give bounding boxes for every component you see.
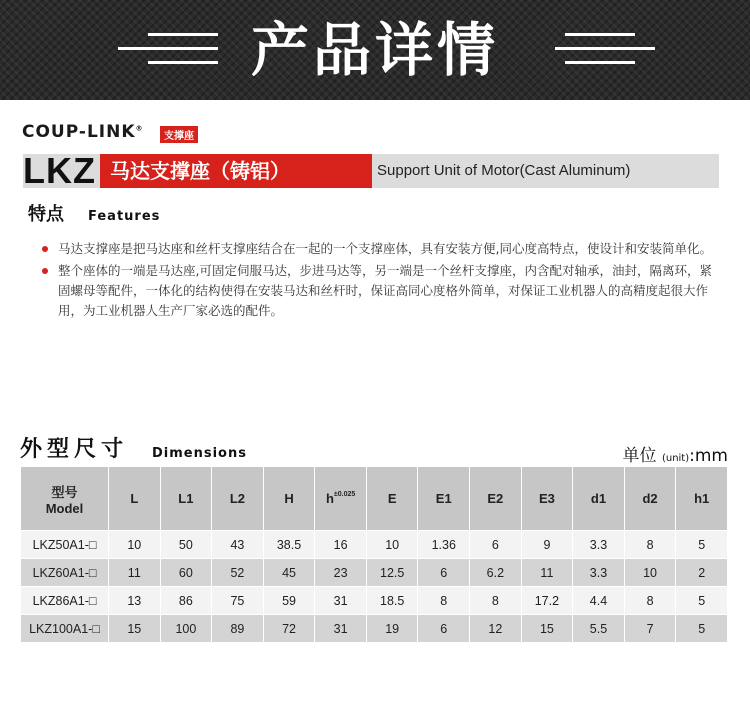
col-header-d2: d2: [624, 467, 676, 531]
table-cell: 12.5: [366, 559, 418, 587]
table-cell: 75: [212, 587, 264, 615]
model-cell: LKZ60A1-□: [21, 559, 109, 587]
table-cell: 52: [212, 559, 264, 587]
col-header-L1: L1: [160, 467, 212, 531]
feature-item: 整个座体的一端是马达座,可固定伺服马达，步进马达等，另一端是一个丝杆支撑座，内含配对轴承，油封，隔离环，紧固螺母等配件，一体化的结构使得在安装马达和丝杆时，保证高同心度格外简单，对保证工业机器人的高精度起很大作用，为工业机器人生产厂家必选的配件。: [40, 261, 720, 321]
table-cell: 23: [315, 559, 367, 587]
model-cell: LKZ86A1-□: [21, 587, 109, 615]
table-cell: 16: [315, 531, 367, 559]
table-cell: 15: [521, 615, 573, 643]
table-header-row: [21, 467, 728, 531]
brand-logo: COUP-LINK®: [22, 122, 144, 142]
model-cell: LKZ100A1-□: [21, 615, 109, 643]
product-title-cn: 马达支撑座（铸铝）: [100, 154, 372, 188]
col-header-E3: E3: [521, 467, 573, 531]
table-cell: 11: [521, 559, 573, 587]
banner-title: 产品详情: [250, 16, 499, 84]
table-cell: 72: [263, 615, 315, 643]
table-cell: 10: [109, 531, 161, 559]
table-cell: 6: [418, 559, 470, 587]
brand-category-tag: 支撑座: [160, 126, 198, 143]
table-cell: 89: [212, 615, 264, 643]
table-cell: 3.3: [573, 531, 625, 559]
table-cell: 38.5: [263, 531, 315, 559]
header-banner: [0, 0, 750, 100]
col-header-E1: E1: [418, 467, 470, 531]
table-cell: 8: [624, 531, 676, 559]
table-cell: 6.2: [470, 559, 522, 587]
table-cell: 31: [315, 615, 367, 643]
table-cell: 3.3: [573, 559, 625, 587]
table-cell: 5.5: [573, 615, 625, 643]
table-row: [21, 531, 728, 559]
col-header-d1: d1: [573, 467, 625, 531]
table-cell: 8: [470, 587, 522, 615]
table-cell: 7: [624, 615, 676, 643]
col-header-E2: E2: [470, 467, 522, 531]
table-cell: 8: [624, 587, 676, 615]
table-cell: 17.2: [521, 587, 573, 615]
product-code: LKZ: [23, 150, 96, 191]
table-cell: 4.4: [573, 587, 625, 615]
table-cell: 60: [160, 559, 212, 587]
table-cell: 45: [263, 559, 315, 587]
table-cell: 10: [624, 559, 676, 587]
dimensions-table: [20, 466, 728, 643]
model-cell: LKZ50A1-□: [21, 531, 109, 559]
col-header-model: 型号 Model: [21, 467, 109, 531]
unit-label: 单位 (unit):mm: [622, 446, 728, 466]
table-cell: 31: [315, 587, 367, 615]
features-list: [40, 239, 720, 323]
table-cell: 5: [676, 615, 728, 643]
table-cell: 5: [676, 587, 728, 615]
table-cell: 9: [521, 531, 573, 559]
table-cell: 100: [160, 615, 212, 643]
table-cell: 19: [366, 615, 418, 643]
dimensions-heading: 外型尺寸: [20, 437, 129, 462]
table-cell: 6: [418, 615, 470, 643]
features-heading: 特点: [28, 204, 64, 225]
col-header-E: E: [366, 467, 418, 531]
table-cell: 10: [366, 531, 418, 559]
table-cell: 2: [676, 559, 728, 587]
col-header-h: $h^{\pm 0.025}$: [315, 467, 367, 531]
dimensions-heading-en: Dimensions: [152, 446, 247, 461]
table-cell: 8: [418, 587, 470, 615]
table-row: [21, 559, 728, 587]
table-cell: 86: [160, 587, 212, 615]
banner-decoration-right: [555, 33, 655, 67]
table-cell: 6: [470, 531, 522, 559]
features-heading-en: Features: [88, 209, 161, 224]
table-cell: 12: [470, 615, 522, 643]
col-header-H: H: [263, 467, 315, 531]
table-cell: 1.36: [418, 531, 470, 559]
table-cell: 5: [676, 531, 728, 559]
col-header-h1: h1: [676, 467, 728, 531]
table-cell: 15: [109, 615, 161, 643]
col-header-L2: L2: [212, 467, 264, 531]
table-cell: 43: [212, 531, 264, 559]
feature-item: 马达支撑座是把马达座和丝杆支撑座结合在一起的一个支撑座体，具有安装方便,同心度高特点，使设计和安装简单化。: [40, 239, 720, 259]
table-row: [21, 615, 728, 643]
col-header-L: L: [109, 467, 161, 531]
table-cell: 50: [160, 531, 212, 559]
table-cell: 11: [109, 559, 161, 587]
product-title-en: Support Unit of Motor(Cast Aluminum): [377, 162, 631, 179]
table-row: [21, 587, 728, 615]
table-cell: 18.5: [366, 587, 418, 615]
table-cell: 59: [263, 587, 315, 615]
table-cell: 13: [109, 587, 161, 615]
